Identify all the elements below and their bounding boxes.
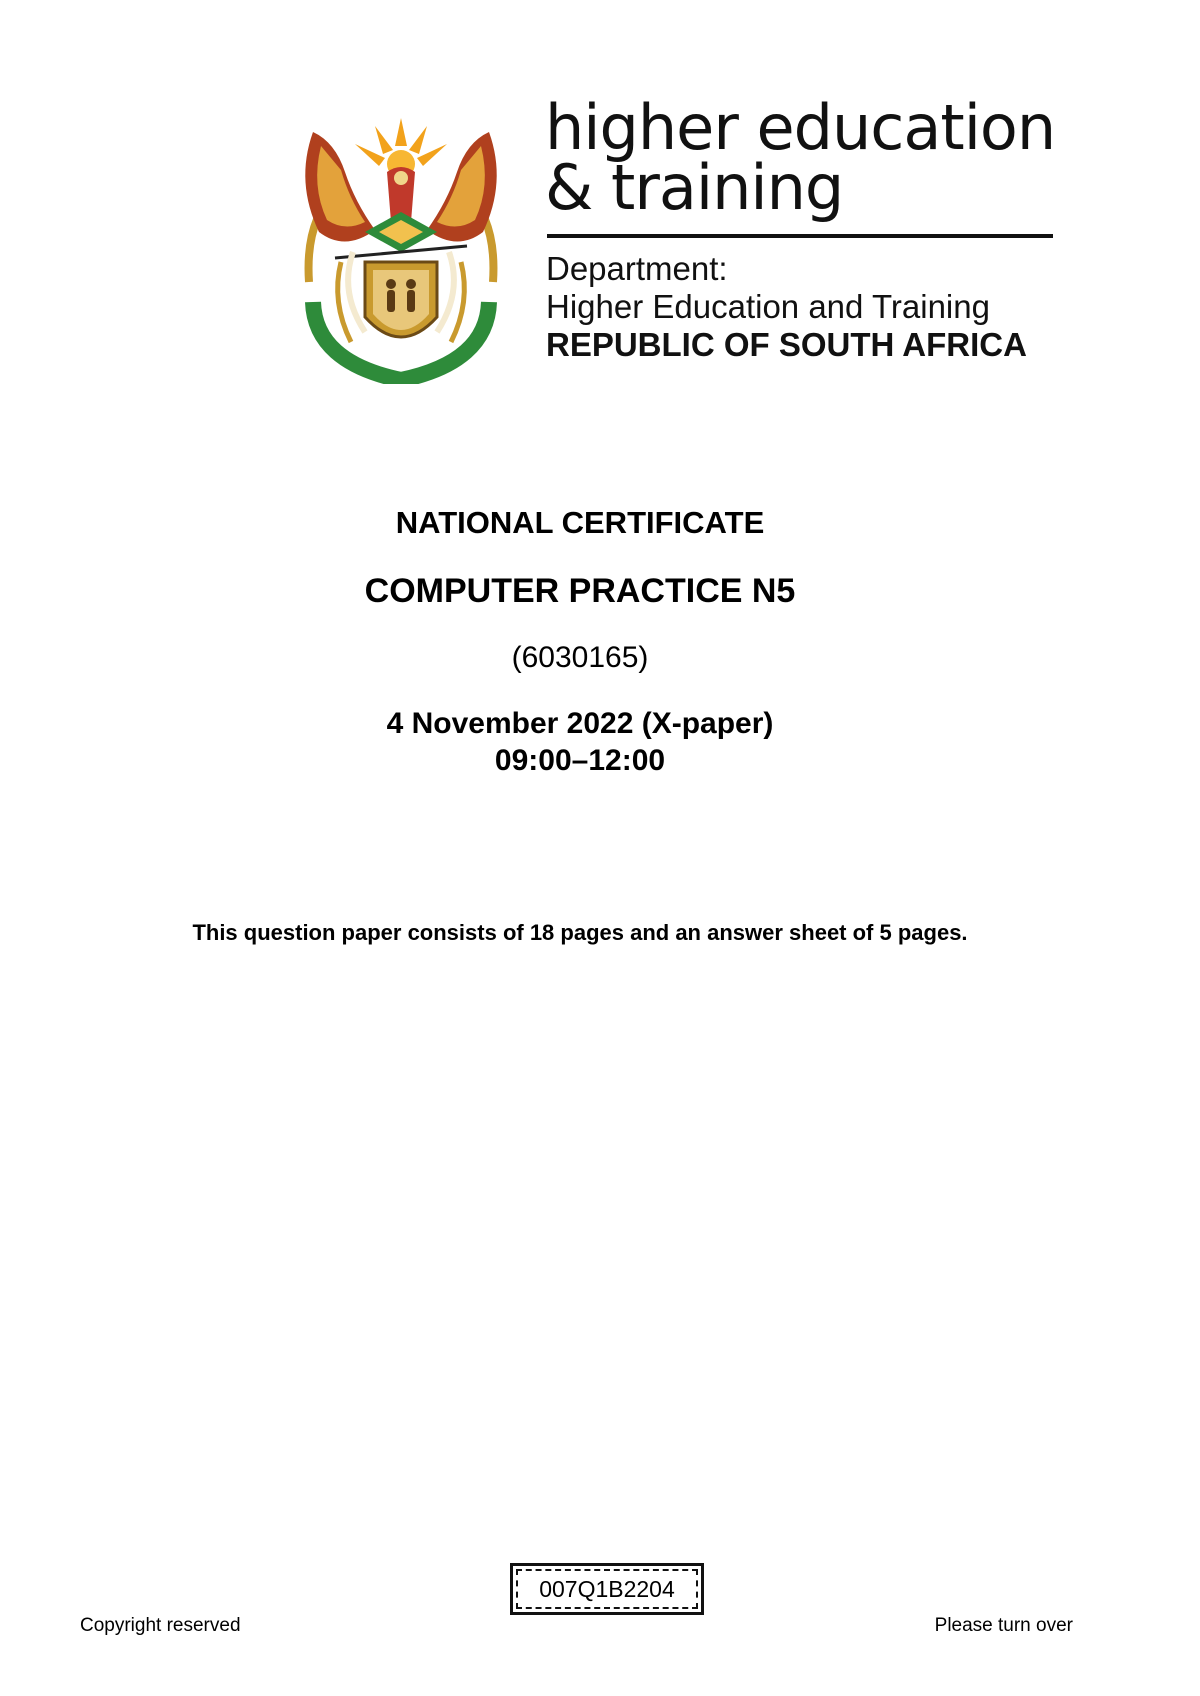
- brand-line-1: higher education: [545, 91, 1056, 164]
- subject-title: COMPUTER PRACTICE N5: [364, 572, 796, 610]
- exam-time: 09:00–12:00: [494, 744, 666, 777]
- department-name: Higher Education and Training: [546, 288, 990, 325]
- paper-code: 007Q1B2204: [516, 1569, 698, 1609]
- coat-of-arms-icon: [295, 112, 507, 384]
- country-name: REPUBLIC OF SOUTH AFRICA: [546, 326, 1027, 363]
- page-count-note: This question paper consists of 18 pages and an answer sheet of 5 pages.: [192, 920, 968, 945]
- copyright-note: Copyright reserved: [80, 1615, 241, 1636]
- brand-line-2: & training: [545, 151, 844, 224]
- brand-wordmark: [545, 91, 1056, 224]
- certificate-title: NATIONAL CERTIFICATE: [395, 505, 765, 540]
- paper-code-box: [510, 1563, 704, 1615]
- department-label: Department:: [546, 250, 728, 287]
- turn-over-note: Please turn over: [934, 1615, 1073, 1636]
- department-block: [546, 250, 1027, 364]
- exam-date: 4 November 2022 (X-paper): [386, 707, 774, 740]
- subject-code: (6030165): [511, 641, 649, 674]
- brand-divider: [547, 234, 1053, 238]
